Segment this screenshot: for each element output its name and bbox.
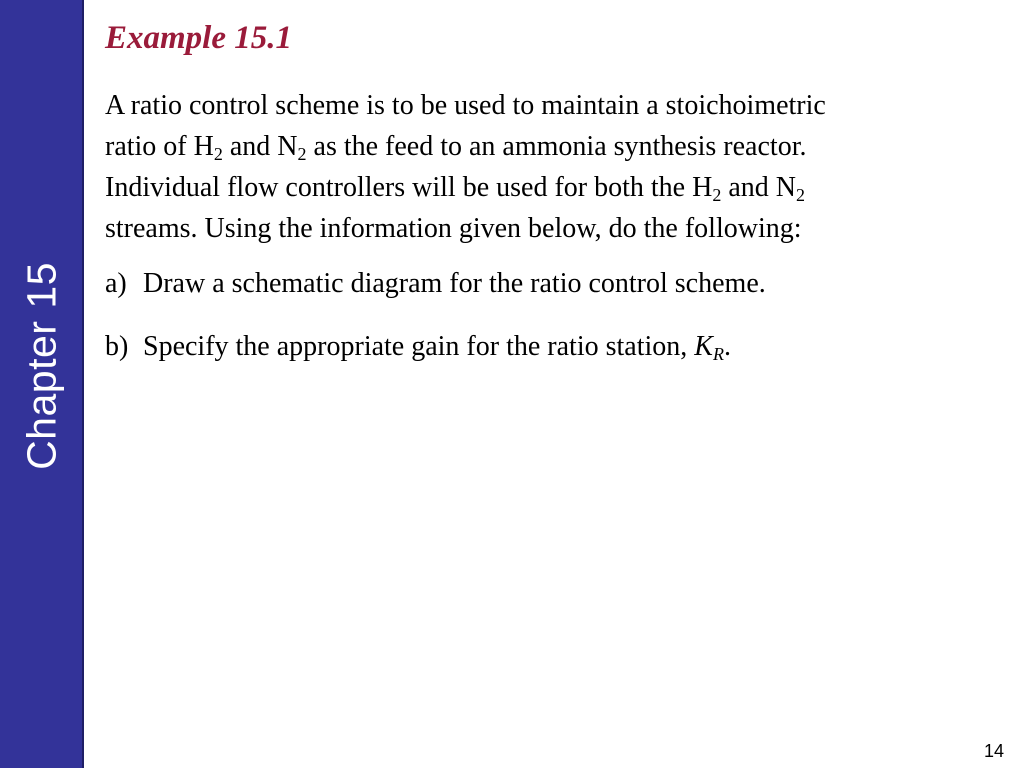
subscript: 2 [297,144,307,164]
task-item-b [105,329,1000,365]
gain-symbol-subscript: R [712,344,724,364]
statement-text: and N [222,131,298,162]
item-marker: b) [105,331,129,362]
chapter-label: Chapter 15 [18,262,65,470]
statement-text: as the feed to an ammonia synthesis reactor. [306,131,807,162]
statement-text: ratio of H [105,131,214,162]
item-text: Specify the appropriate gain for the ratio station, [143,331,695,362]
statement-line-2 [105,126,1000,167]
task-item-a [105,266,1000,302]
statement-line-3 [105,167,1000,208]
item-end-punctuation: . [723,331,731,362]
page-number: 14 [983,741,1004,761]
problem-statement [105,85,1000,249]
statement-text: Individual flow controllers will be used for both the H [105,172,713,203]
chapter-sidebar [0,0,84,768]
example-title: Example 15.1 [105,20,292,56]
statement-line-4: streams. Using the information given below, do the following: [105,213,802,244]
subscript: 2 [795,185,805,205]
statement-line-1: A ratio control scheme is to be used to maintain a stoichoimetric [105,90,826,121]
ratio-gain-symbol [694,331,724,362]
gain-symbol-main: K [694,331,713,362]
statement-text: and N [721,172,796,203]
subscript: 2 [213,144,223,164]
item-marker: a) [105,268,127,299]
subscript: 2 [712,185,722,205]
item-text: Draw a schematic diagram for the ratio control scheme. [143,268,766,299]
